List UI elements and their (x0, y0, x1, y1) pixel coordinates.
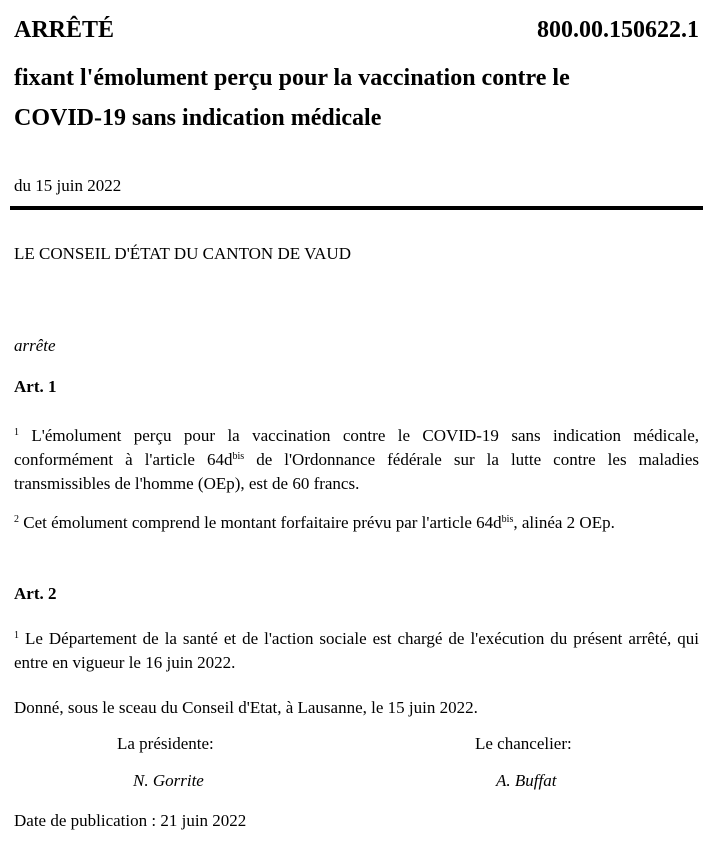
paragraph-number: 2 (14, 514, 19, 525)
president-name: N. Gorrite (133, 771, 204, 790)
paragraph-text-part-2: , alinéa 2 OEp. (513, 513, 615, 532)
decree-word: arrête (14, 336, 56, 355)
header-divider (10, 206, 703, 210)
paragraph-text-part-2: de l'Ordonnance fédérale sur la lutte contre les maladies transmissibles de l'homme (OEp), est de 60 francs. (14, 450, 699, 493)
paragraph-number: 1 (14, 427, 19, 438)
document-title-line-1: fixant l'émolument perçu pour la vaccination contre le (14, 65, 570, 91)
bis-superscript: bis (501, 514, 514, 525)
document-date: du 15 juin 2022 (14, 176, 122, 195)
article-2-paragraph-1 (14, 627, 699, 675)
chancellor-name: A. Buffat (496, 771, 557, 790)
paragraph-text: Le Département de la santé et de l'action sociale est chargé de l'exécution du présent arrêté, qui entre en vigueur le 16 juin 2022. (14, 629, 699, 672)
bis-superscript: bis (232, 451, 245, 462)
issuing-authority: LE CONSEIL D'ÉTAT DU CANTON DE VAUD (14, 244, 351, 263)
chancellor-label: Le chancelier: (475, 734, 572, 753)
paragraph-number: 1 (14, 630, 19, 641)
paragraph-text-part-1: Cet émolument comprend le montant forfaitaire prévu par l'article 64d (23, 513, 502, 532)
given-under-seal: Donné, sous le sceau du Conseil d'Etat, à Lausanne, le 15 juin 2022. (14, 698, 478, 717)
document-type: ARRÊTÉ (14, 17, 115, 43)
paragraph-text-part-1: L'émolument perçu pour la vaccination contre le COVID-19 sans indication médicale, conformément à l'article 64d (14, 426, 700, 469)
publication-date: Date de publication : 21 juin 2022 (14, 811, 247, 830)
article-1-heading: Art. 1 (14, 377, 57, 396)
article-2-heading: Art. 2 (14, 584, 57, 603)
article-1-paragraph-1 (14, 424, 699, 496)
article-1-paragraph-2 (14, 511, 699, 535)
document-number: 800.00.150622.1 (537, 17, 699, 43)
document-title-line-2: COVID-19 sans indication médicale (14, 105, 382, 131)
president-label: La présidente: (117, 734, 214, 753)
